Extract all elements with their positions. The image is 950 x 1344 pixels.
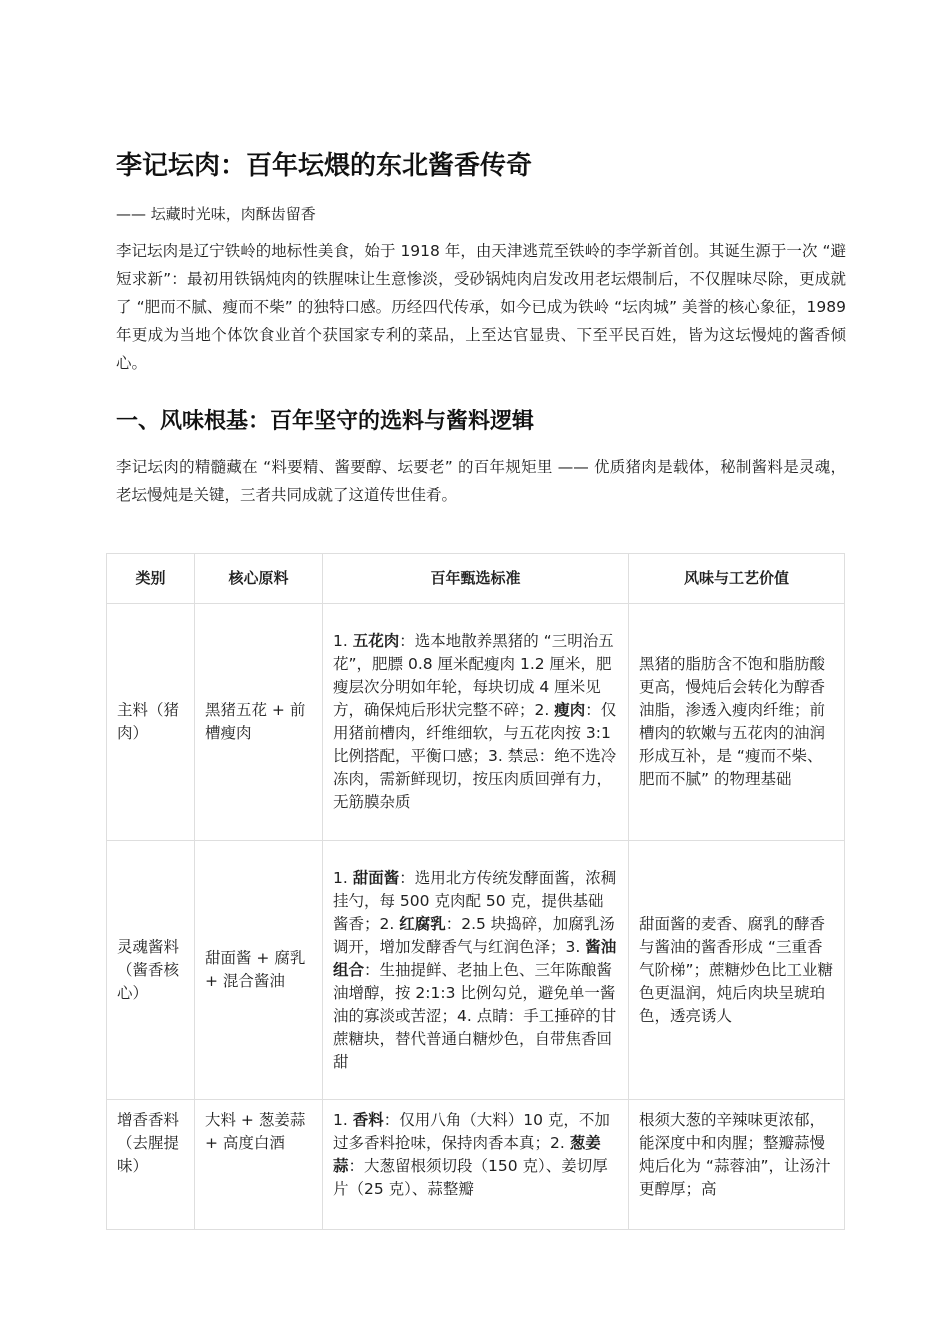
header-category: 类别 bbox=[107, 554, 195, 604]
text-segment: 1. bbox=[333, 632, 353, 650]
cell-criteria bbox=[323, 604, 629, 841]
cell-value: 黑猪的脂肪含不饱和脂肪酸更高，慢炖后会转化为醇香油脂，渗透入瘦肉纤维；前槽肉的软嫩与五花肉的油润形成互补，是 “瘦而不柴、肥而不腻” 的物理基础 bbox=[629, 604, 845, 841]
page-title: 李记坛肉：百年坛煨的东北酱香传奇 bbox=[116, 151, 533, 181]
text-segment: ：仅用八角（大料）10 克，不加过多香料抢味，保持肉香本真；2. bbox=[333, 1111, 610, 1152]
bold-term: 红腐乳 bbox=[399, 914, 446, 933]
bold-term: 葱姜蒜 bbox=[333, 1134, 601, 1175]
cell-ingredients: 黑猪五花 + 前槽瘦肉 bbox=[195, 604, 323, 841]
cell-category: 增香香料（去腥提味） bbox=[107, 1100, 195, 1230]
bold-term: 香料 bbox=[352, 1111, 384, 1129]
table-header-row bbox=[107, 554, 845, 604]
text-segment: ：2.5 块捣碎，加腐乳汤调开，增加发酵香气与红润色泽；3. bbox=[333, 914, 615, 956]
text-segment: 1. bbox=[333, 868, 353, 887]
cell-ingredients: 甜面酱 + 腐乳 + 混合酱油 bbox=[195, 841, 323, 1100]
cell-value: 根须大葱的辛辣味更浓郁，能深度中和肉腥；整瓣蒜慢炖后化为 “蒜蓉油”，让汤汁更醇厚；高 bbox=[629, 1100, 845, 1230]
section-lead-paragraph: 李记坛肉的精髓藏在 “料要精、酱要醇、坛要老” 的百年规矩里 —— 优质猪肉是载体，秘制酱料是灵魂，老坛慢炖是关键，三者共同成就了这道传世佳肴。 bbox=[116, 458, 846, 504]
cell-category: 主料（猪肉） bbox=[107, 604, 195, 841]
subtitle: —— 坛藏时光味，肉酥齿留香 bbox=[116, 205, 316, 223]
text-segment: 1. bbox=[333, 1111, 353, 1129]
cell-value: 甜面酱的麦香、腐乳的酵香与酱油的酱香形成 “三重香气阶梯”；蔗糖炒色比工业糖色更温润，炖后肉块呈琥珀色，透亮诱人 bbox=[629, 841, 845, 1100]
bold-term: 瘦肉 bbox=[554, 701, 586, 719]
section-heading: 一、风味根基：百年坚守的选料与酱料逻辑 bbox=[116, 409, 535, 434]
table-row bbox=[107, 604, 845, 841]
table-row bbox=[107, 1100, 845, 1230]
cell-criteria bbox=[323, 841, 629, 1100]
table-row bbox=[107, 841, 845, 1100]
ingredients-table bbox=[106, 553, 845, 1230]
header-criteria: 百年甄选标准 bbox=[323, 554, 629, 604]
cell-ingredients: 大料 + 葱姜蒜 + 高度白酒 bbox=[195, 1100, 323, 1230]
text-segment: ：选本地散养黑猪的 “三明治五花”，肥膘 0.8 厘米配瘦肉 1.2 厘米，肥瘦层次分明如年轮，每块切成 4 厘米见方，确保炖后形状完整不碎；2. bbox=[333, 632, 614, 719]
bold-term: 甜面酱 bbox=[352, 868, 400, 887]
cell-criteria bbox=[323, 1100, 629, 1230]
bold-term: 五花肉 bbox=[352, 632, 400, 650]
text-segment: ：生抽提鲜、老抽上色、三年陈酿酱油增醇，按 2:1:3 比例勾兑，避免单一酱油的寡淡或苦涩；4. 点睛：手工捶碎的甘蔗糖块，替代普通白糖炒色，自带焦香回甜 bbox=[333, 960, 617, 1071]
text-segment: ：大葱留根须切段（150 克）、姜切厚片（25 克）、蒜整瓣 bbox=[333, 1157, 608, 1198]
intro-paragraph: 李记坛肉是辽宁铁岭的地标性美食，始于 1918 年，由天津逃荒至铁岭的李学新首创。其诞生源于一次 “避短求新”：最初用铁锅炖肉的铁腥味让生意惨淡，受砂锅炖肉启发改用老坛煨制后，不仅腥味尽除，更成就了 “肥而不腻、瘦而不柴” 的独特口感。历经四代传承，如今已成为铁岭 “坛肉城” 美誉的核心象征，1989 年更成为当地个体饮食业首个获国家专利的菜品，上至达官显贵、下至平民百姓，皆为这坛慢炖的酱香倾心。 bbox=[116, 242, 846, 372]
text-segment: ：选用北方传统发酵面酱，浓稠挂勺，每 500 克肉配 50 克，提供基础酱香；2. bbox=[333, 868, 617, 933]
header-ingredients: 核心原料 bbox=[195, 554, 323, 604]
bold-term: 酱油组合 bbox=[333, 937, 617, 979]
header-value: 风味与工艺价值 bbox=[629, 554, 845, 604]
cell-category: 灵魂酱料（酱香核心） bbox=[107, 841, 195, 1100]
text-segment: ：仅用猪前槽肉，纤维细软，与五花肉按 3:1 比例搭配，平衡口感；3. 禁忌：绝不选冷冻肉，需新鲜现切，按压肉质回弹有力，无筋膜杂质 bbox=[333, 701, 617, 811]
